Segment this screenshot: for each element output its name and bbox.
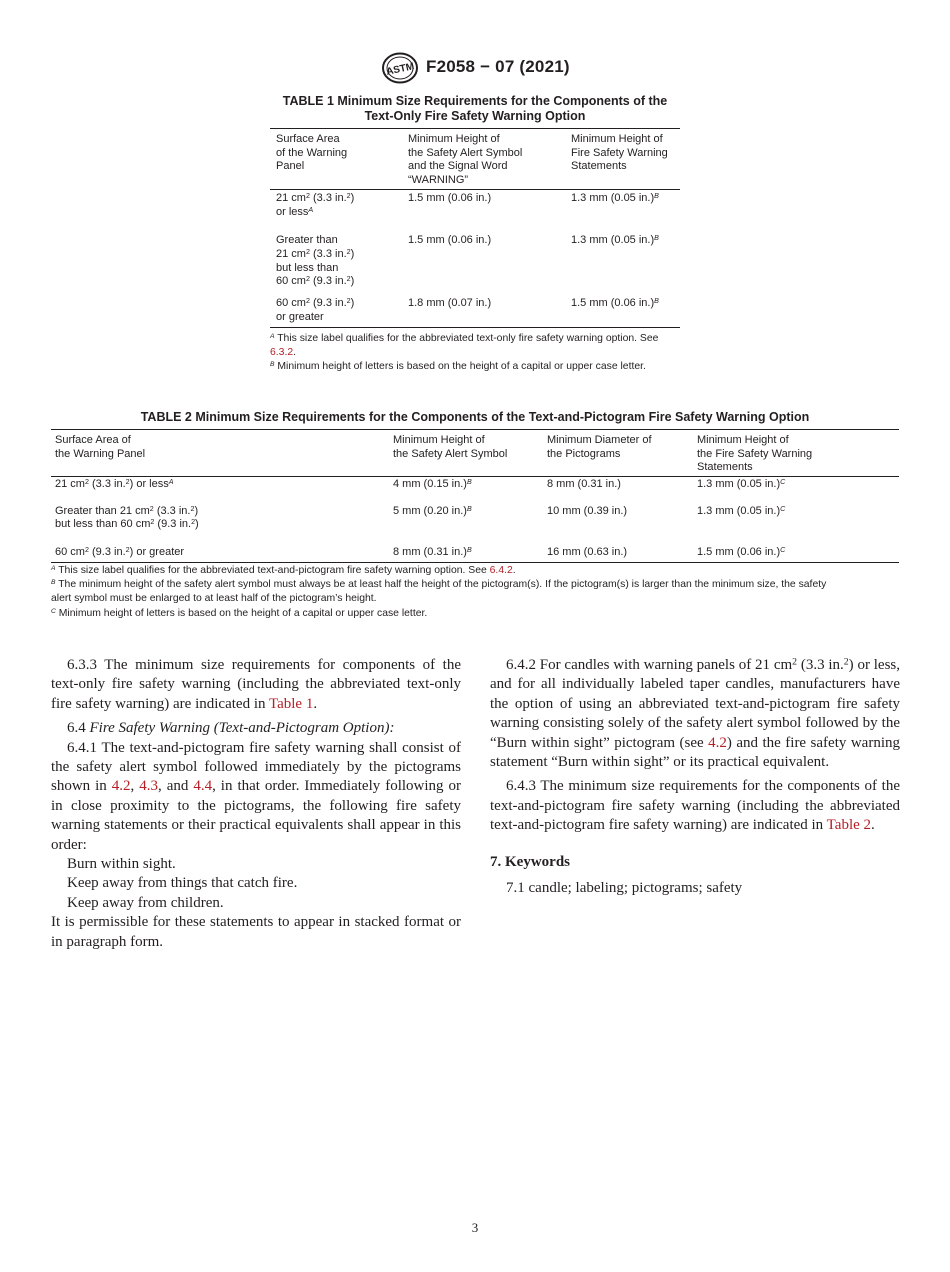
table-row [51, 545, 899, 563]
table1-header-area: Surface Area of the Warning Panel [276, 133, 348, 173]
table1-footnotes [270, 332, 682, 373]
warning-statement: Keep away from things that catch fire. [67, 875, 298, 892]
table1-cell-statements: 1.5 mm (0.06 in.)$^B$ [571, 297, 659, 310]
page-number: 3 [471, 1220, 479, 1235]
table-row [51, 504, 899, 545]
warning-statement: Burn within sight. [67, 856, 176, 873]
table2 [51, 429, 899, 563]
table1-cell-symbol: 1.8 mm (0.07 in.) [408, 297, 492, 310]
table1-cell-area: 21 $cm^2$ (3.3 in.$^2$) or less$^A$ [276, 192, 355, 218]
page-header [0, 52, 950, 86]
table1-header-statements: Minimum Height of Fire Safety Warning Statements [571, 133, 668, 173]
paragraph-6-4-3: 6.4.3 The minimum size requirements for the components of the text-and-pictogram fire safety warning (including the abbreviated text-and-pictogram fire safety warning) are indicated in Table 2. [490, 778, 900, 834]
table2-header-statements: Minimum Height of the Fire Safety Warning Statements [697, 434, 813, 474]
table2-header-pictograms: Minimum Diameter of the Pictograms [547, 434, 652, 460]
standard-designation: F2058 − 07 (2021) [426, 57, 570, 76]
table1-title-line1: TABLE 1 Minimum Size Requirements for the Components of the [282, 94, 668, 108]
paragraph-6-4-2: 6.4.2 For candles with warning panels of 21 $cm^2$ (3.3 in.$^2$) or less, and for all individually labeled taper candles, manufacturers have the option of using an abbreviated text-and-pictogram fire safety warning consisting solely of the safety alert symbol followed by the “Burn within sight” pictogram (see 4.2) and the fire safety warning statement “Burn within sight” or its practical equivalent. [490, 656, 901, 771]
link-4-2[interactable]: 4.2 [111, 778, 131, 795]
section-6-4-heading: 6.4 Fire Safety Warning (Text-and-Pictogram Option): [67, 720, 395, 737]
table2-footnote-c: $^C$ Minimum height of letters is based on the height of a capital or upper case letter. [51, 607, 428, 619]
paragraph-6-4-1: 6.4.1 The text-and-pictogram fire safety warning shall consist of the safety alert symbol followed immediately by the pictograms shown in 4.2, 4.3, and 4.4, in that order. Immediately following or in close proximity to the pictograms, the following fire safety warning statements or their practical equivalents shall appear in this order: [51, 739, 461, 853]
table2-cell-symbol: 8 mm (0.31 in.)$^B$ [393, 545, 472, 558]
table1-footnote-b: $^B$ Minimum height of letters is based on the height of a capital or upper case letter. [270, 360, 646, 372]
astm-logo-icon [381, 52, 419, 84]
table2-title: TABLE 2 Minimum Size Requirements for the Components of the Text-and-Pictogram Fire Safety Warning Option [140, 410, 810, 424]
table1-title-line2: Text-Only Fire Safety Warning Option [364, 109, 586, 123]
table-row [270, 295, 680, 328]
keywords-text: 7.1 candle; labeling; pictograms; safety [506, 880, 743, 897]
link-4-3[interactable]: 4.3 [139, 778, 158, 795]
table1-cell-area: Greater than 21 $cm^2$ (3.3 in.$^2$) but less than 60 $cm^2$ (9.3 in.$^2$) [276, 234, 355, 288]
link-6-4-2[interactable]: 6.4.2 [489, 565, 513, 576]
table2-header-symbol: Minimum Height of the Safety Alert Symbol [393, 434, 508, 460]
table-row [270, 232, 680, 295]
table2-footnote-b: $^B$ The minimum height of the safety alert symbol must always be at least half the height of the pictogram(s). If the pictogram(s) is larger than the minimum size, the safety alert symbol must be enlarged to at least half of the pictogram’s height. [51, 579, 827, 605]
table1-cell-statements: 1.3 mm (0.05 in.)$^B$ [571, 234, 659, 247]
paragraph-6-3-3: 6.3.3 The minimum size requirements for components of the text-only fire safety warning (including the abbreviated text-only fire safety warning) are indicated in Table 1. [51, 657, 461, 712]
link-table-2[interactable]: Table 2 [826, 817, 872, 834]
table1-cell-symbol: 1.5 mm (0.06 in.) [408, 192, 492, 205]
link-4-2[interactable]: 4.2 [708, 734, 727, 751]
right-column [490, 656, 900, 898]
table2-cell-pictogram: 10 mm (0.39 in.) [547, 504, 628, 517]
logo-text: ASTM [385, 61, 416, 78]
table2-cell-pictogram: 16 mm (0.63 in.) [547, 545, 628, 558]
table2-cell-symbol: 5 mm (0.20 in.)$^B$ [393, 504, 472, 517]
warning-statement: Keep away from children. [67, 894, 224, 911]
table2-cell-statements: 1.5 mm (0.06 in.)$^C$ [697, 545, 786, 558]
table1-cell-area: 60 $cm^2$ (9.3 in.$^2$) or greater [276, 297, 355, 323]
left-column [51, 656, 461, 952]
table2-cell-statements: 1.3 mm (0.05 in.)$^C$ [697, 504, 786, 517]
keywords-heading: 7. Keywords [490, 853, 570, 870]
table1-cell-statements: 1.3 mm (0.05 in.)$^B$ [571, 192, 659, 205]
table1-footnote-a: $^A$ This size label qualifies for the abbreviated text-only fire safety warning option. See 6.3.2. [270, 332, 659, 358]
table2-footnotes [51, 564, 901, 621]
table1-cell-symbol: 1.5 mm (0.06 in.) [408, 234, 492, 247]
paragraph-permissible-format: It is permissible for these statements to appear in stacked format or in paragraph form. [51, 914, 461, 950]
table2-header-area: Surface Area of the Warning Panel [55, 434, 146, 460]
table2-cell-statements: 1.3 mm (0.05 in.)$^C$ [697, 477, 786, 490]
table-row [51, 476, 899, 504]
link-table-1[interactable]: Table 1 [268, 695, 314, 712]
table1 [270, 128, 680, 328]
table2-header-row [51, 430, 899, 477]
table1-title [0, 94, 950, 124]
table1-header-row [270, 129, 680, 190]
table2-cell-area: 21 $cm^2$ (3.3 in.$^2$) or less$^A$ [55, 477, 174, 490]
table2-cell-area: 60 $cm^2$ (9.3 in.$^2$) or greater [55, 545, 185, 558]
table2-cell-symbol: 4 mm (0.15 in.)$^B$ [393, 477, 472, 490]
table2-cell-pictogram: 8 mm (0.31 in.) [547, 477, 621, 490]
table2-cell-area: Greater than 21 $cm^2$ (3.3 in.$^2$) but less than 60 $cm^2$ (9.3 in.$^2$) [55, 504, 199, 531]
link-6-3-2[interactable]: 6.3.2 [270, 346, 294, 358]
table2-footnote-a: $^A$ This size label qualifies for the abbreviated text-and-pictogram fire safety warning option. See 6.4.2. [51, 564, 516, 576]
table1-header-symbol: Minimum Height of the Safety Alert Symbol and the Signal Word “WARNING” [408, 133, 523, 186]
link-4-4[interactable]: 4.4 [193, 778, 213, 795]
table-row [270, 190, 680, 233]
